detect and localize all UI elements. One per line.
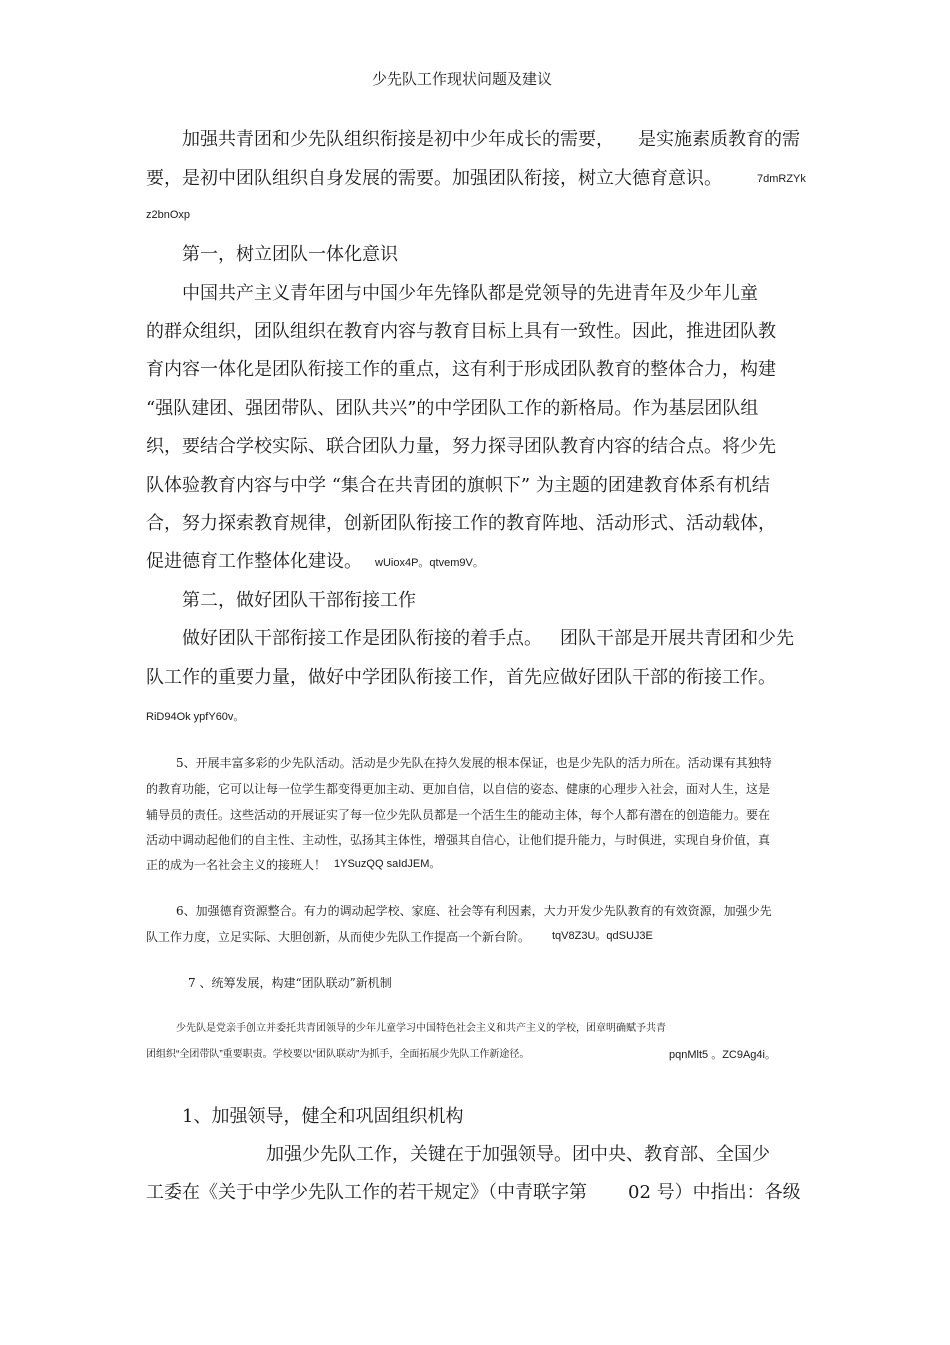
item6-line-1: 6、加强德育资源整合。有力的调动起学校、家庭、社会等有利因素，大力开发少先队教育的有效资源，加强少先 bbox=[176, 904, 772, 918]
section2-line2: 队工作的重要力量，做好中学团队衔接工作，首先应做好团队干部的衔接工作。 bbox=[146, 667, 776, 688]
section2-code: RiD94Ok ypfY60v。 bbox=[146, 711, 245, 723]
section3-line2-part2: 02 号）中指出：各级 bbox=[628, 1182, 801, 1203]
section1-line-8: 促进德育工作整体化建设。 bbox=[146, 551, 362, 572]
section3-line1: 加强少先队工作，关键在于加强领导。团中央、教育部、全国少 bbox=[266, 1144, 770, 1165]
item7-line-2: 团组织“全团带队”重要职责。学校要以“团队联动”为抓手，全面拓展少先队工作新途径。 bbox=[146, 1049, 530, 1060]
para1-line2: 要，是初中团队组织自身发展的需要。加强团队衔接，树立大德育意识。 bbox=[146, 168, 722, 189]
section1-code: wUiox4P。qtvem9V。 bbox=[375, 557, 484, 569]
section1-line-5: 织，要结合学校实际、联合团队力量，努力探寻团队教育内容的结合点。将少先 bbox=[146, 436, 776, 457]
section2-heading: 第二，做好团队干部衔接工作 bbox=[182, 590, 416, 611]
para1-code-2: z2bnOxp bbox=[146, 209, 191, 221]
item7-line-1: 少先队是党亲手创立并委托共青团领导的少年儿童学习中国特色社会主义和共产主义的学校，团章明确赋予共青 bbox=[176, 1023, 666, 1034]
item7-heading: 7 、统筹发展，构建“团队联动”新机制 bbox=[188, 976, 392, 990]
para1-line1-part2: 是实施素质教育的需 bbox=[638, 129, 800, 150]
section1-line-1: 中国共产主义青年团与中国少年先锋队都是党领导的先进青年及少年儿童 bbox=[182, 283, 758, 304]
section1-line-6: 队体验教育内容与中学 “集合在共青团的旗帜下” 为主题的团建教育体系有机结 bbox=[146, 475, 770, 496]
item5-code: 1YSuzQQ saIdJEM。 bbox=[334, 858, 441, 870]
para1-line1-part1: 加强共青团和少先队组织衔接是初中少年成长的需要， bbox=[182, 129, 614, 150]
section1-line-4: “强队建团、强团带队、团队共兴”的中学团队工作的新格局。作为基层团队组 bbox=[146, 398, 759, 419]
item5-line-5: 正的成为一名社会主义的接班人！ bbox=[146, 858, 327, 872]
section1-line-7: 合，努力探索教育规律，创新团队衔接工作的教育阵地、活动形式、活动载体， bbox=[146, 513, 776, 534]
section1-line-2: 的群众组织，团队组织在教育内容与教育目标上具有一致性。因此，推进团队教 bbox=[146, 321, 776, 342]
page-title: 少先队工作现状问题及建议 bbox=[372, 70, 553, 88]
item7-code: pqnMlt5 。ZC9Ag4i。 bbox=[669, 1049, 776, 1061]
section3-heading: 1、加强领导，健全和巩固组织机构 bbox=[182, 1106, 464, 1127]
section2-line1-part2: 团队干部是开展共青团和少先 bbox=[560, 628, 794, 649]
section1-line-3: 育内容一体化是团队衔接工作的重点，这有利于形成团队教育的整体合力，构建 bbox=[146, 359, 776, 380]
item5-line-2: 的教育功能，它可以让每一位学生都变得更加主动、更加自信，以自信的姿态、健康的心理步入社会，面对人生，这是 bbox=[146, 782, 771, 796]
section2-line1-part1: 做好团队干部衔接工作是团队衔接的着手点。 bbox=[182, 628, 542, 649]
item5-line-4: 活动中调动起他们的自主性、主动性，弘扬其主体性，增强其自信心，让他们提升能力，与时俱进，实现自身价值，真 bbox=[146, 833, 771, 847]
para1-code-1: 7dmRZYk bbox=[757, 173, 806, 185]
item5-line-3: 辅导员的责任。这些活动的开展证实了每一位少先队员都是一个活生生的能动主体，每个人都有潜在的创造能力。要在 bbox=[146, 808, 771, 822]
item6-line-2: 队工作力度，立足实际、大胆创新，从而使少先队工作提高一个新台阶。 bbox=[146, 930, 531, 944]
item6-code: tqV8Z3U。qdSUJ3E bbox=[552, 930, 653, 942]
section1-heading: 第一，树立团队一体化意识 bbox=[182, 244, 398, 265]
item5-line-1: 5、开展丰富多彩的少先队活动。活动是少先队在持久发展的根本保证，也是少先队的活力所在。活动课有其独特 bbox=[176, 756, 772, 770]
section3-line2-part1: 工委在《关于中学少先队工作的若干规定》（中青联字第 bbox=[146, 1182, 587, 1203]
